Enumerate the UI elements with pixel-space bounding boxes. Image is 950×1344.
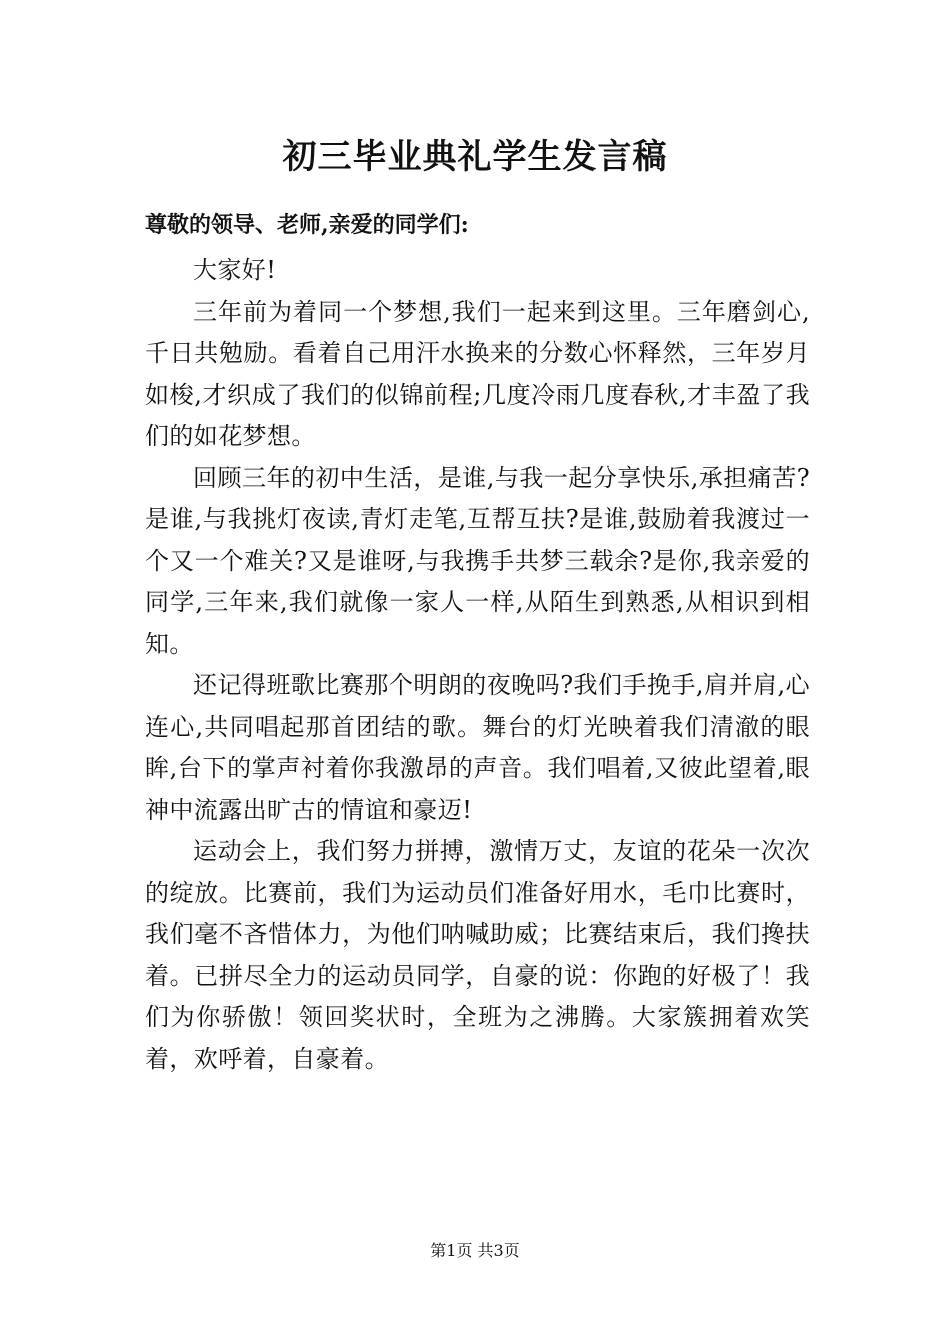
paragraph-greeting: 大家好! (193, 256, 277, 284)
document-body (145, 250, 810, 1080)
paragraph-sports-meet: 运动会上，我们努力拼搏，激情万丈，友谊的花朵一次次的绽放。比赛前，我们为运动员们准备好用水，毛巾比赛时，我们毫不吝惜体力，为他们呐喊助威；比赛结束后，我们搀扶着。已拼尽全力的运动员同学，自豪的说：你跑的好极了！我们为你骄傲！领回奖状时，全班为之沸腾。大家簇拥着欢笑着，欢呼着，自豪着。 (145, 837, 810, 1073)
paragraph-class-song: 还记得班歌比赛那个明朗的夜晚吗?我们手挽手,肩并肩,心连心,共同唱起那首团结的歌。舞台的灯光映着我们清澈的眼眸,台下的掌声衬着你我激昂的声音。我们唱着,又彼此望着,眼神中流露出旷古的情谊和豪迈! (145, 671, 810, 824)
paragraph-dream: 三年前为着同一个梦想,我们一起来到这里。三年磨剑心,千日共勉励。看着自己用汗水换来的分数心怀释然，三年岁月如梭,才织成了我们的似锦前程;几度冷雨几度春秋,才丰盈了我们的如花梦想。 (145, 297, 810, 450)
page-number-footer: 第1页 共3页 (430, 1241, 520, 1260)
paragraph-memories: 回顾三年的初中生活，是谁,与我一起分享快乐,承担痛苦?是谁,与我挑灯夜读,青灯走笔,互帮互扶?是谁,鼓励着我渡过一个又一个难关?又是谁呀,与我携手共梦三载余?是你,我亲爱的同学,三年来,我们就像一家人一样,从陌生到熟悉,从相识到相知。 (145, 463, 810, 658)
document-title: 初三毕业典礼学生发言稿 (282, 137, 668, 177)
salutation: 尊敬的领导、老师,亲爱的同学们: (145, 212, 469, 238)
